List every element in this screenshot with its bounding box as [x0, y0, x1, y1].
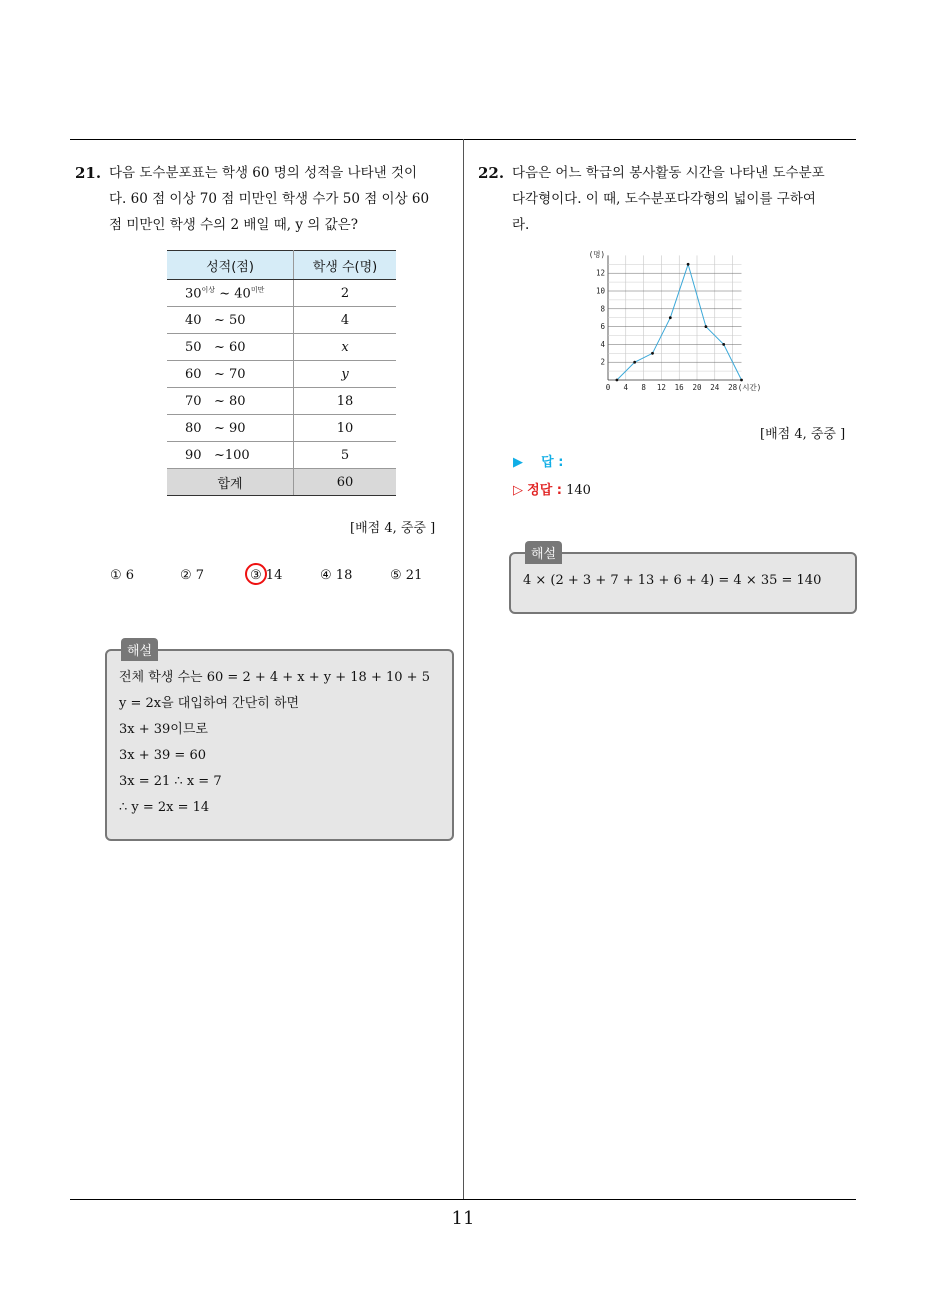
bottom-rule [70, 1199, 856, 1200]
x-tick-label: 24 [710, 383, 720, 392]
table-header-row [167, 251, 396, 280]
choice-5[interactable] [390, 568, 422, 583]
choice-value: 6 [125, 568, 135, 583]
table-row [167, 442, 396, 469]
data-point [616, 379, 619, 382]
data-point [633, 361, 636, 364]
question-text [109, 160, 460, 238]
choice-mark: ⑤ [390, 568, 402, 583]
question-line: 다음 도수분포표는 학생 60 명의 성적을 나타낸 것이 [109, 165, 418, 181]
explanation-body [511, 554, 855, 602]
triangle-icon: ▶ [513, 455, 523, 470]
score-label: [배점 4, 중중 ] [350, 521, 436, 536]
page-number: 11 [451, 1208, 475, 1229]
table-cell-range: 50 ~ 60 [167, 334, 294, 361]
table-row [167, 307, 396, 334]
question-line: 점 미만인 학생 수의 2 배일 때, y 의 값은? [109, 217, 358, 233]
explanation-box [509, 547, 857, 614]
range-to: 40 [234, 286, 251, 302]
table-cell-range: 70 ~ 80 [167, 388, 294, 415]
x-tick-label: 8 [641, 383, 646, 392]
explanation-tag: 해설 [525, 541, 562, 564]
table-cell-range: 90 ~100 [167, 442, 294, 469]
explanation-line: 전체 학생 수는 60 = 2 + 4 + x + y + 18 + 10 + 5 [119, 670, 430, 685]
explanation-line: 3x = 21 ∴ x = 7 [119, 774, 222, 789]
explanation-tag: 해설 [121, 638, 158, 661]
choice-4[interactable] [320, 568, 352, 583]
explanation-line: y = 2x을 대입하여 간단히 하면 [119, 696, 300, 711]
frequency-polygon-chart [588, 250, 780, 398]
x-tick-label: 0 [605, 383, 611, 392]
x-axis-label: (시간) [737, 383, 762, 392]
table-cell-count: 10 [294, 415, 397, 442]
question-22 [478, 160, 860, 238]
explanation-line: 3x + 39이므로 [119, 722, 208, 737]
explanation-line: 3x + 39 = 60 [119, 748, 207, 763]
table-cell-count: 18 [294, 388, 397, 415]
explanation-line: 4 × (2 + 3 + 7 + 13 + 6 + 4) = 4 × 35 = 140 [523, 573, 822, 588]
data-point [705, 325, 708, 328]
question-number: 22. [478, 164, 505, 182]
outline-triangle-icon: ▷ [513, 483, 523, 498]
data-point [740, 379, 743, 382]
table-row [167, 388, 396, 415]
question-line: 다. 60 점 이상 70 점 미만인 학생 수가 50 점 이상 60 [109, 191, 430, 207]
correct-value: 140 [566, 483, 591, 498]
total-label: 합계 [167, 469, 294, 496]
table-cell-count: 2 [294, 280, 397, 307]
question-21 [75, 160, 460, 238]
choice-value: 21 [405, 568, 423, 583]
table-cell-range: 80 ~ 90 [167, 415, 294, 442]
y-tick-label: 6 [600, 322, 605, 332]
y-tick-label: 12 [595, 268, 605, 278]
range-from: 30 [185, 286, 202, 302]
table-total-row [167, 469, 396, 496]
range-from-sup: 이상 [201, 285, 216, 294]
x-tick-label: 12 [656, 383, 666, 392]
y-tick-label: 4 [600, 339, 605, 349]
y-axis-label: (명) [588, 250, 605, 260]
x-tick-label: 28 [728, 383, 738, 392]
explanation-box [105, 644, 454, 841]
data-point [669, 316, 672, 319]
table-cell-range [167, 280, 294, 307]
choice-value: 18 [335, 568, 353, 583]
x-tick-label: 20 [692, 383, 702, 392]
choice-mark: ③ [250, 568, 262, 583]
answer-row [513, 451, 563, 470]
total-value: 60 [294, 469, 397, 496]
table-cell-count: x [294, 334, 397, 361]
data-point [722, 343, 725, 346]
question-number: 21. [75, 164, 102, 182]
question-line: 다각형이다. 이 때, 도수분포다각형의 넓이를 구하여 [512, 191, 816, 207]
table-row [167, 280, 396, 307]
data-point [687, 263, 690, 266]
choice-value: 14 [265, 568, 283, 583]
y-tick-label: 10 [595, 286, 605, 296]
table-header: 학생 수(명) [294, 251, 397, 280]
column-divider [463, 139, 464, 1199]
table-cell-count: 4 [294, 307, 397, 334]
question-line: 라. [512, 217, 530, 233]
choice-value: 7 [195, 568, 205, 583]
choice-mark: ② [180, 568, 192, 583]
question-text [512, 160, 860, 238]
table-cell-range: 60 ~ 70 [167, 361, 294, 388]
correct-answer-row [513, 479, 591, 498]
selected-circle-icon [245, 563, 267, 585]
range-sep: ~ [219, 286, 231, 302]
table-cell-count: 5 [294, 442, 397, 469]
x-tick-label: 16 [674, 383, 684, 392]
table-cell-range: 40 ~ 50 [167, 307, 294, 334]
y-tick-label: 8 [600, 304, 605, 314]
table-header: 성적(점) [167, 251, 294, 280]
range-to-sup: 미만 [250, 285, 265, 294]
x-tick-label: 4 [623, 383, 629, 392]
choice-3[interactable] [250, 568, 282, 583]
y-tick-label: 2 [600, 357, 605, 367]
explanation-body [107, 651, 452, 829]
table-row [167, 334, 396, 361]
choice-mark: ④ [320, 568, 332, 583]
choice-2[interactable] [180, 568, 204, 583]
table-cell-count: y [294, 361, 397, 388]
score-label: [배점 4, 중중 ] [760, 427, 846, 442]
answer-label: 답 : [541, 455, 564, 470]
correct-label: 정답 : [527, 483, 562, 498]
explanation-line: ∴ y = 2x = 14 [119, 800, 210, 815]
choice-mark: ① [110, 568, 122, 583]
table-row [167, 415, 396, 442]
table-row [167, 361, 396, 388]
frequency-table [167, 250, 396, 496]
question-line: 다음은 어느 학급의 봉사활동 시간을 나타낸 도수분포 [512, 165, 825, 181]
data-point [651, 352, 654, 355]
choice-1[interactable] [110, 568, 134, 583]
